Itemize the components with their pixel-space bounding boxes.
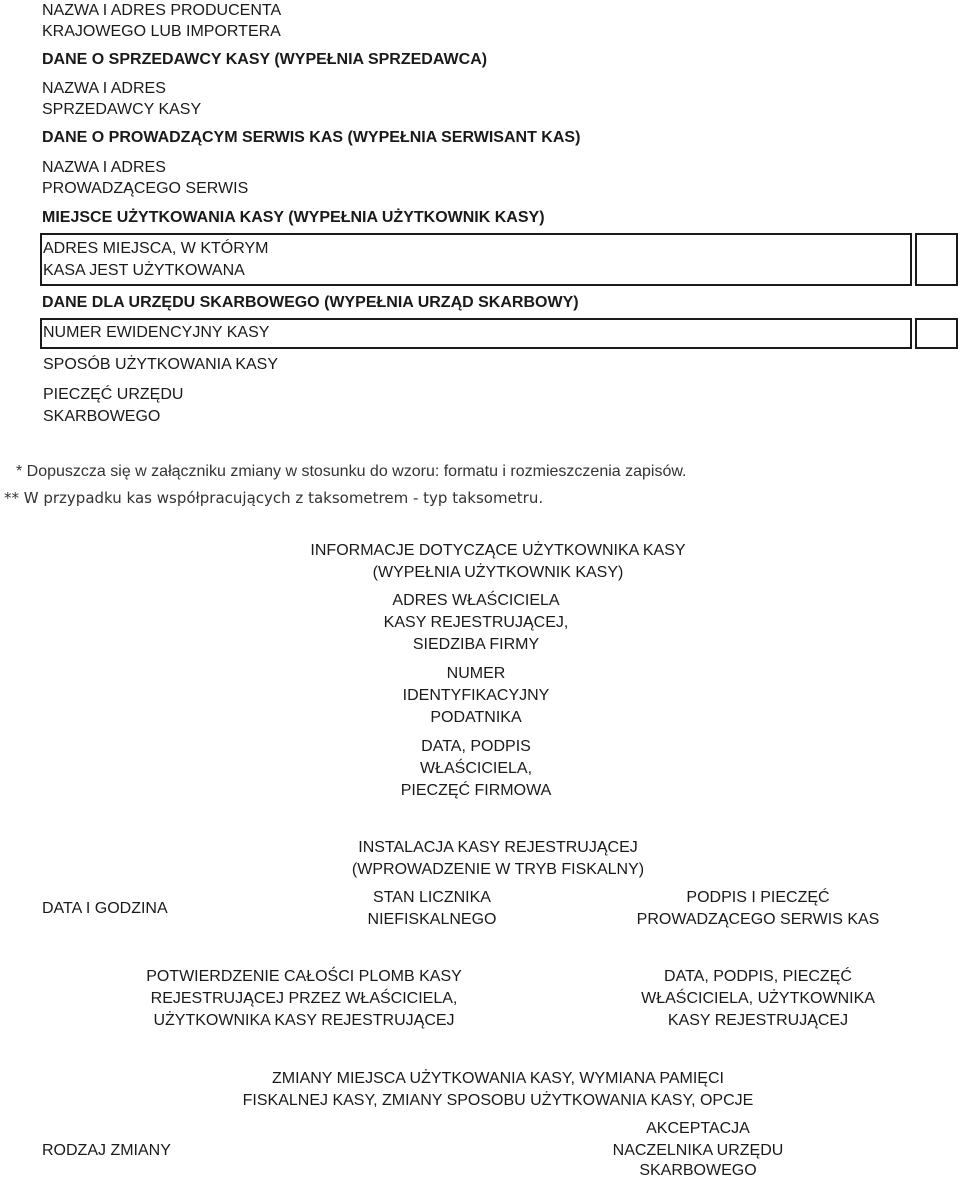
location-side-box[interactable] xyxy=(915,233,958,286)
seals-confirm-line2: REJESTRUJĄCEJ PRZEZ WŁAŚCICIELA, xyxy=(150,990,458,1007)
seals-confirm-line3: UŻYTKOWNIKA KASY REJESTRUJĄCEJ xyxy=(153,1012,455,1029)
service-sign-line1: PODPIS I PIECZĘĆ xyxy=(686,889,830,906)
service-label-line2: PROWADZĄCEGO SERWIS xyxy=(42,180,249,197)
owner-address-line2: KASY REJESTRUJĄCEJ, xyxy=(383,614,569,631)
seller-heading: DANE O SPRZEDAWCY KASY (WYPEŁNIA SPRZEDAWCA) xyxy=(42,51,488,68)
location-label-line2: KASA JEST UŻYTKOWANA xyxy=(43,262,245,279)
service-sign-line2: PROWADZĄCEGO SERWIS KAS xyxy=(636,911,880,928)
counter-label-line2: NIEFISKALNEGO xyxy=(367,911,497,928)
owner-address-line1: ADRES WŁAŚCICIELA xyxy=(392,592,560,609)
location-heading: MIEJSCE UŻYTKOWANIA KASY (WYPEŁNIA UŻYTKOWNIK KASY) xyxy=(42,209,545,226)
footnote-1: * Dopuszcza się w załączniku zmiany w stosunku do wzoru: formatu i rozmieszczenia zapisów. xyxy=(16,463,687,480)
seals-confirm-line1: POTWIERDZENIE CAŁOŚCI PLOMB KASY xyxy=(146,968,462,985)
service-heading: DANE O PROWADZĄCYM SERWIS KAS (WYPEŁNIA SERWISANT KAS) xyxy=(42,129,581,146)
user-info-heading-line2: (WYPEŁNIA UŻYTKOWNIK KASY) xyxy=(372,564,624,581)
owner-address-line3: SIEDZIBA FIRMY xyxy=(412,636,540,653)
usage-method-label: SPOSÓB UŻYTKOWANIA KASY xyxy=(43,356,279,373)
register-side-box[interactable] xyxy=(915,318,958,349)
installation-heading-line1: INSTALACJA KASY REJESTRUJĄCEJ xyxy=(358,839,638,856)
owner-sign-line3: PIECZĘĆ FIRMOWA xyxy=(400,782,552,799)
changes-heading-line2: FISKALNEJ KASY, ZMIANY SPOSOBU UŻYTKOWANIA KASY, OPCJE xyxy=(242,1092,754,1109)
seller-label-line1: NAZWA I ADRES xyxy=(42,80,166,97)
location-label-line1: ADRES MIEJSCA, W KTÓRYM xyxy=(43,240,269,257)
user-sign-line3: KASY REJESTRUJĄCEJ xyxy=(667,1012,849,1029)
acceptance-line3: SKARBOWEGO xyxy=(639,1162,757,1179)
changes-heading-line1: ZMIANY MIEJSCA UŻYTKOWANIA KASY, WYMIANA PAMIĘCI xyxy=(272,1070,724,1087)
nip-label-line1: NUMER xyxy=(446,665,506,682)
producer-label-line1: NAZWA I ADRES PRODUCENTA xyxy=(42,2,282,19)
counter-label-line1: STAN LICZNIKA xyxy=(373,889,491,906)
producer-label-line2: KRAJOWEGO LUB IMPORTERA xyxy=(42,23,281,40)
owner-sign-line2: WŁAŚCICIELA, xyxy=(419,760,533,777)
seller-label-line2: SPRZEDAWCY KASY xyxy=(42,101,202,118)
register-number-label: NUMER EWIDENCYJNY KASY xyxy=(43,324,270,341)
installation-heading-line2: (WPROWADZENIE W TRYB FISKALNY) xyxy=(351,861,645,878)
nip-label-line3: PODATNIKA xyxy=(430,709,522,726)
user-info-heading-line1: INFORMACJE DOTYCZĄCE UŻYTKOWNIKA KASY xyxy=(310,542,686,559)
user-sign-line2: WŁAŚCICIELA, UŻYTKOWNIKA xyxy=(641,990,875,1007)
tax-stamp-label-line1: PIECZĘĆ URZĘDU xyxy=(43,386,184,403)
nip-label-line2: IDENTYFIKACYJNY xyxy=(402,687,550,704)
user-sign-line1: DATA, PODPIS, PIECZĘĆ xyxy=(664,968,852,985)
acceptance-line1: AKCEPTACJA xyxy=(646,1120,750,1137)
tax-stamp-label-line2: SKARBOWEGO xyxy=(43,408,161,425)
date-time-label: DATA I GODZINA xyxy=(42,900,168,917)
tax-office-heading: DANE DLA URZĘDU SKARBOWEGO (WYPEŁNIA URZĄD SKARBOWY) xyxy=(42,294,579,311)
footnote-2: ** W przypadku kas współpracujących z taksometrem - typ taksometru. xyxy=(4,489,544,507)
service-label-line1: NAZWA I ADRES xyxy=(42,159,166,176)
owner-sign-line1: DATA, PODPIS xyxy=(421,738,531,755)
acceptance-line2: NACZELNIKA URZĘDU xyxy=(612,1142,784,1159)
change-type-label: RODZAJ ZMIANY xyxy=(42,1142,171,1159)
